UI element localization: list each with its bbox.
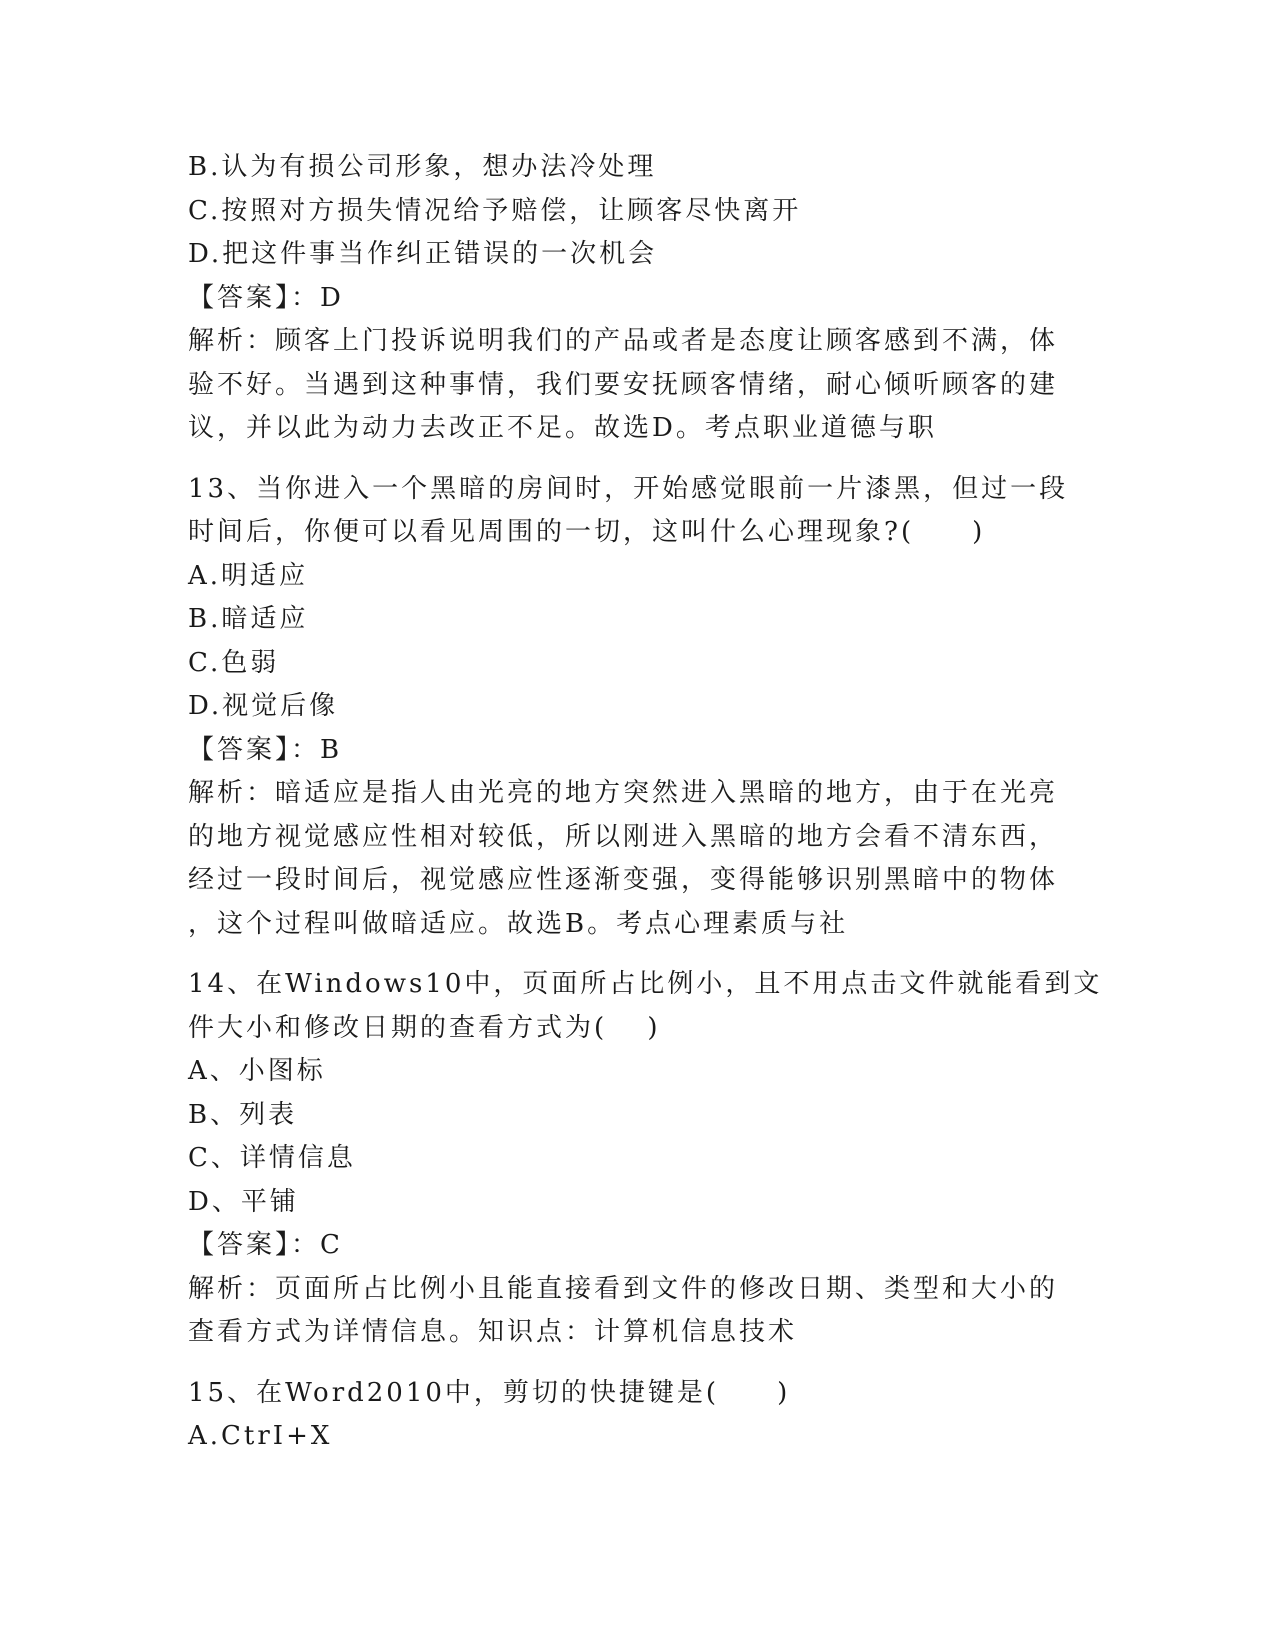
q14-option-c: C、详情信息 <box>188 1143 356 1173</box>
q12-option-c: C.按照对方损失情况给予赔偿，让顾客尽快离开 <box>188 195 802 226</box>
q14-question-line-1: 14、在Windows10中，页面所占比例小，且不用点击文件就能看到文 <box>188 969 1103 999</box>
q13-option-a: A.明适应 <box>188 560 309 591</box>
q13-option-c: C.色弱 <box>188 647 280 678</box>
document-content <box>188 146 1103 1459</box>
q12-option-d: D.把这件事当作纠正错误的一次机会 <box>188 239 658 269</box>
spacer <box>188 1355 1068 1372</box>
q14-analysis-line-2: 查看方式为详情信息。知识点：计算机信息技术 <box>188 1317 798 1347</box>
q12-analysis-line-2: 验不好。当遇到这种事情，我们要安抚顾客情绪，耐心倾听顾客的建 <box>188 369 1059 400</box>
q13-option-d: D.视觉后像 <box>188 691 339 721</box>
q13-analysis-line-1: 解析：暗适应是指人由光亮的地方突然进入黑暗的地方，由于在光亮 <box>188 778 1059 808</box>
q13-analysis-line-2: 的地方视觉感应性相对较低，所以刚进入黑暗的地方会看不清东西， <box>188 821 1059 852</box>
q15-question-line-1: 15、在Word2010中，剪切的快捷键是( ) <box>188 1377 791 1408</box>
q13-option-b: B.暗适应 <box>188 604 309 634</box>
q14-option-d: D、平铺 <box>188 1186 299 1217</box>
q14-question-line-2: 件大小和修改日期的查看方式为( ) <box>188 1012 661 1043</box>
q13-answer: 【答案】：B <box>188 734 343 765</box>
spacer <box>188 946 1068 963</box>
q14-answer: 【答案】：C <box>188 1230 343 1260</box>
q12-answer: 【答案】：D <box>188 282 344 313</box>
q14-option-a: A、小图标 <box>188 1056 326 1086</box>
q13-question-line-1: 13、当你进入一个黑暗的房间时，开始感觉眼前一片漆黑，但过一段 <box>188 473 1069 504</box>
question-15-block <box>188 1372 1068 1459</box>
q13-analysis-line-3: 经过一段时间后，视觉感应性逐渐变强，变得能够识别黑暗中的物体 <box>188 865 1059 895</box>
q14-option-b: B、列表 <box>188 1099 298 1130</box>
q13-analysis-line-4: ，这个过程叫做暗适应。故选B。考点心理素质与社 <box>188 908 849 939</box>
q14-analysis-line-1: 解析：页面所占比例小且能直接看到文件的修改日期、类型和大小的 <box>188 1273 1059 1304</box>
question-13-block <box>188 468 1068 947</box>
q12-analysis-line-3: 议，并以此为动力去改正不足。故选D。考点职业道德与职 <box>188 413 937 443</box>
q15-option-a: A.CtrI+X <box>188 1421 333 1451</box>
question-12-block <box>188 146 1068 451</box>
q12-analysis-line-1: 解析：顾客上门投诉说明我们的产品或者是态度让顾客感到不满，体 <box>188 326 1059 356</box>
q13-question-line-2: 时间后，你便可以看见周围的一切，这叫什么心理现象?( ) <box>188 517 986 547</box>
question-14-block <box>188 963 1103 1355</box>
q12-option-b: B.认为有损公司形象，想办法冷处理 <box>188 152 657 182</box>
spacer <box>188 451 1068 468</box>
